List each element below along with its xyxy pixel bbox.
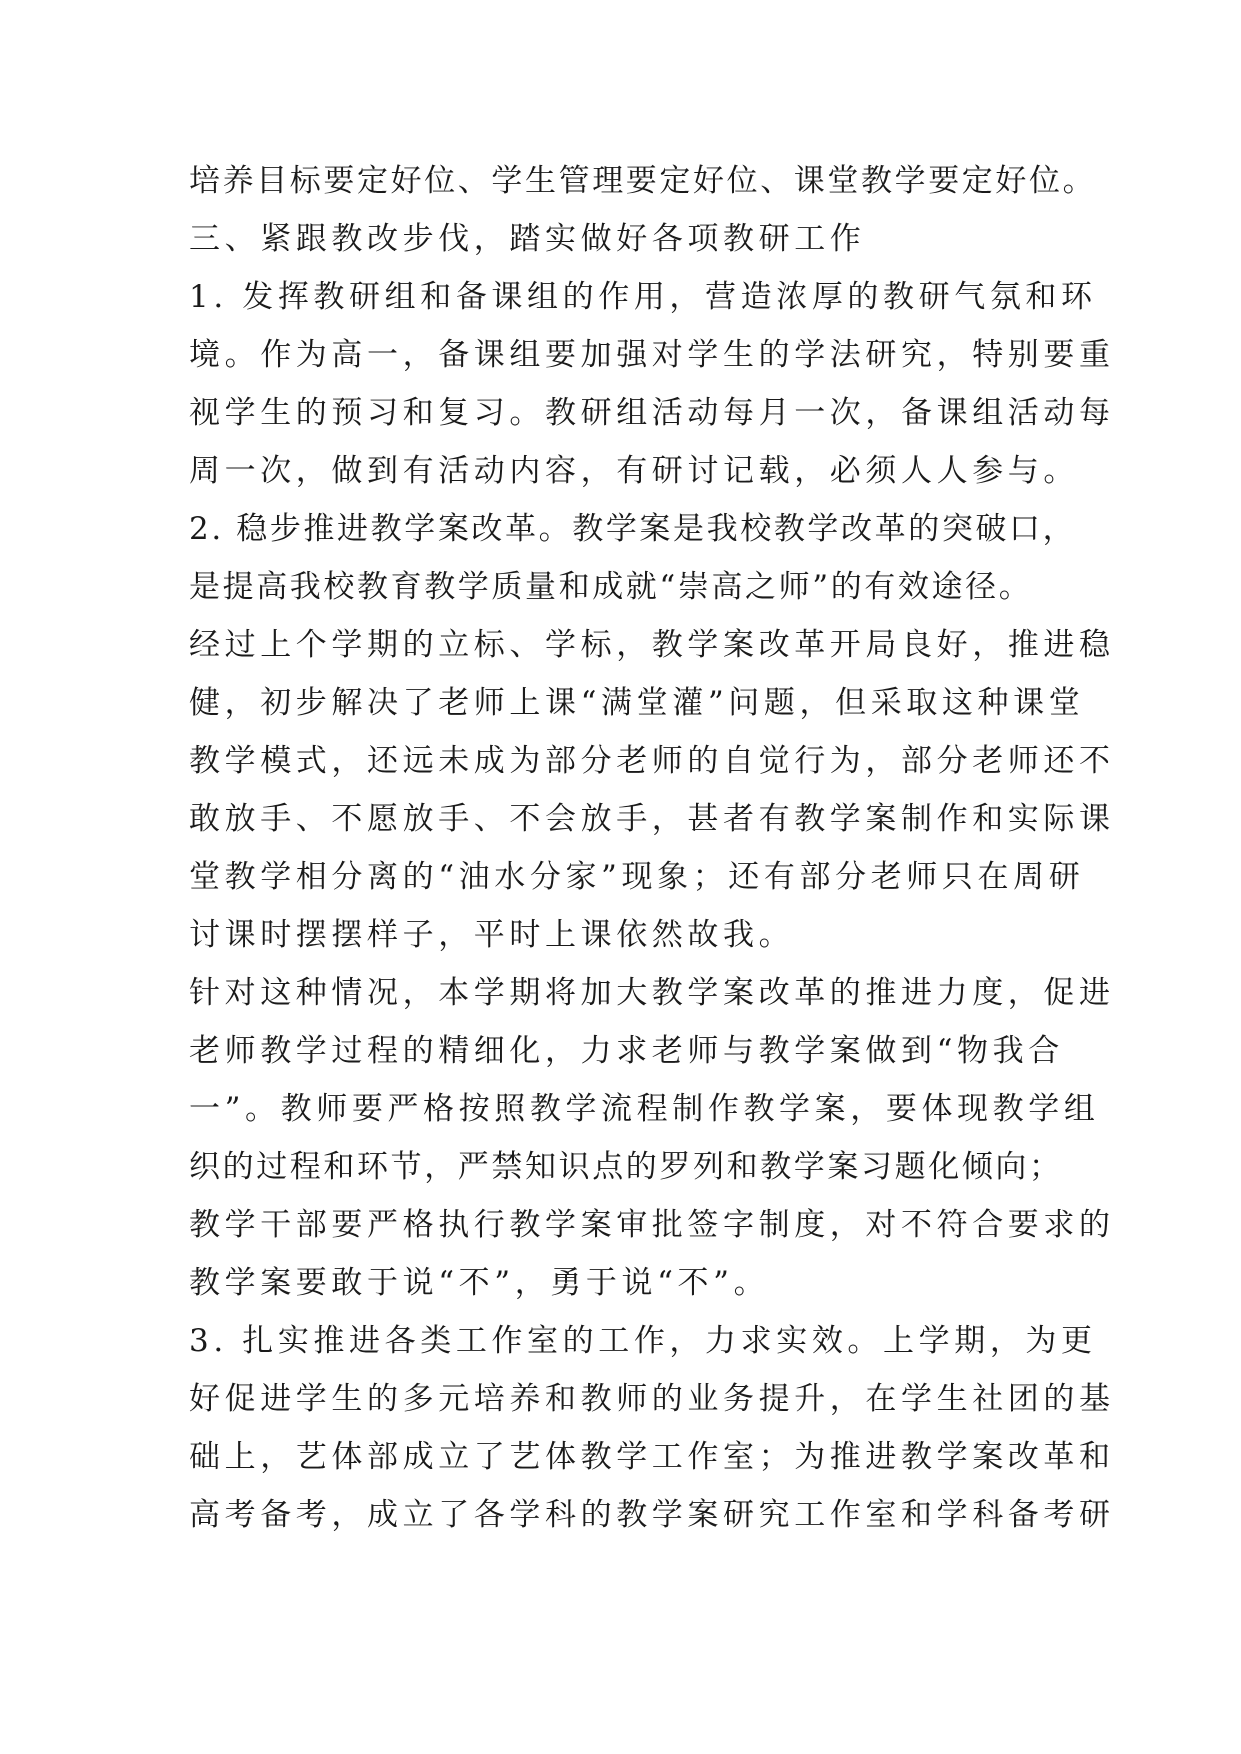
text-line: 好促进学生的多元培养和教师的业务提升，在学生社团的基 xyxy=(189,1381,1115,1417)
text-line: 教学模式，还远未成为部分老师的自觉行为，部分老师还不 xyxy=(189,743,1115,779)
text-line: 经过上个学期的立标、学标，教学案改革开局良好，推进稳 xyxy=(189,627,1115,663)
text-line: 针对这种情况，本学期将加大教学案改革的推进力度，促进 xyxy=(189,975,1115,1011)
text-line: 老师教学过程的精细化，力求老师与教学案做到“物我合 xyxy=(189,1033,1064,1069)
text-line: 高考备考，成立了各学科的教学案研究工作室和学科备考研 xyxy=(189,1497,1115,1533)
text-line: 2. 稳步推进教学案改革。教学案是我校教学改革的突破口， xyxy=(189,511,1077,547)
text-line: 视学生的预习和复习。教研组活动每月一次，备课组活动每 xyxy=(189,395,1115,431)
text-line: 培养目标要定好位、学生管理要定好位、课堂教学要定好位。 xyxy=(189,163,1097,199)
text-line: 是提高我校教育教学质量和成就“崇高之师”的有效途径。 xyxy=(189,569,1033,605)
text-line: 堂教学相分离的“油水分家”现象；还有部分老师只在周研 xyxy=(189,859,1085,895)
document-body xyxy=(189,152,1115,1544)
text-line: 教学案要敢于说“不”，勇于说“不”。 xyxy=(189,1265,770,1301)
text-line: 讨课时摆摆样子，平时上课依然故我。 xyxy=(189,917,795,953)
text-line: 周一次，做到有活动内容，有研讨记载，必须人人参与。 xyxy=(189,453,1079,489)
text-line: 础上，艺体部成立了艺体教学工作室；为推进教学案改革和 xyxy=(189,1439,1115,1475)
text-line: 织的过程和环节，严禁知识点的罗列和教学案习题化倾向； xyxy=(189,1149,1063,1185)
section-heading: 三、紧跟教改步伐，踏实做好各项教研工作 xyxy=(189,221,866,257)
text-line: 敢放手、不愿放手、不会放手，甚者有教学案制作和实际课 xyxy=(189,801,1115,837)
text-line: 教学干部要严格执行教学案审批签字制度，对不符合要求的 xyxy=(189,1207,1115,1243)
text-line: 境。作为高一，备课组要加强对学生的学法研究，特别要重 xyxy=(189,337,1115,373)
text-line: 1. 发挥教研组和备课组的作用，营造浓厚的教研气氛和环 xyxy=(189,279,1097,315)
text-line: 一”。教师要严格按照教学流程制作教学案，要体现教学组 xyxy=(189,1091,1100,1127)
text-line: 3. 扎实推进各类工作室的工作，力求实效。上学期，为更 xyxy=(189,1323,1097,1359)
text-line: 健，初步解决了老师上课“满堂灌”问题，但采取这种课堂 xyxy=(189,685,1085,721)
